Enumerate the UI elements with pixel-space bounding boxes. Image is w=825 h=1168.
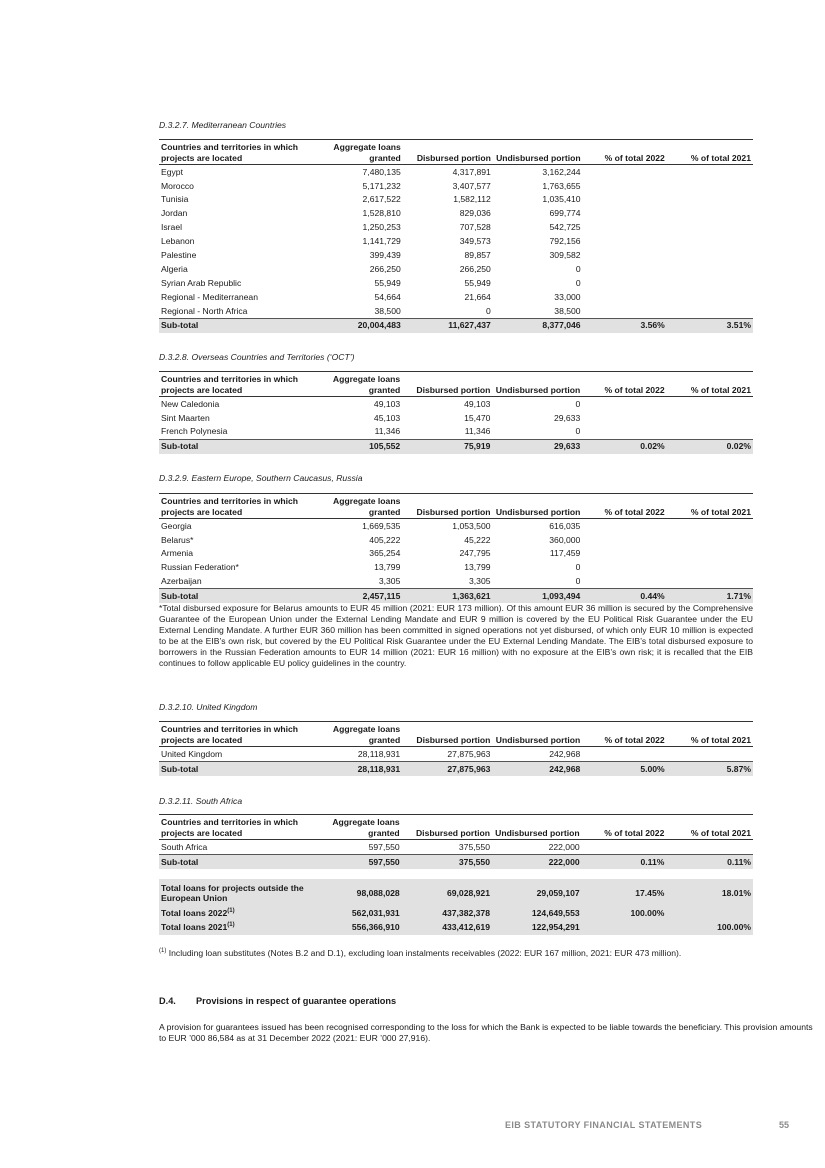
pct-2022-cell bbox=[582, 547, 666, 561]
country-cell: United Kingdom bbox=[161, 748, 223, 759]
undisbursed-cell: 792,156 bbox=[549, 236, 581, 247]
pct-2021-cell: 0.11% bbox=[666, 854, 753, 868]
table-row bbox=[159, 425, 753, 439]
table-row bbox=[159, 304, 753, 318]
col-country: Countries and territories in which projects are located bbox=[161, 496, 299, 517]
pct-2021-cell bbox=[667, 221, 753, 235]
pct-2022-cell bbox=[583, 248, 667, 262]
pct-2022-cell bbox=[583, 179, 667, 193]
pct-2021-cell bbox=[667, 575, 753, 589]
pct-2021-cell bbox=[667, 276, 753, 290]
pct-2021-cell bbox=[667, 747, 753, 762]
pct-2022-cell bbox=[582, 425, 666, 439]
country-cell: Sub-total bbox=[159, 439, 308, 453]
country-cell: Russian Federation* bbox=[161, 562, 239, 573]
d4-paragraph: A provision for guarantees issued has been recognised corresponding to the loss for which the Bank is expected to be liable towards the beneficiary. This provision amounts to EUR ’000 86,584 as at 31 December 2022 (2021: EUR ’000 27,916). bbox=[159, 1022, 813, 1043]
aggregate-cell: 28,118,931 bbox=[357, 748, 401, 759]
undisbursed-cell: 699,774 bbox=[549, 208, 581, 219]
footnote-loan-substitutes bbox=[159, 948, 753, 959]
undisbursed-cell: 3,162,244 bbox=[542, 166, 581, 177]
disbursed-cell: 4,317,891 bbox=[452, 166, 491, 177]
table-row bbox=[159, 547, 753, 561]
table-row bbox=[159, 575, 753, 589]
pct-2021-cell bbox=[667, 304, 753, 318]
country-cell: Azerbaijan bbox=[161, 576, 202, 587]
undisbursed-cell: 0 bbox=[575, 576, 581, 587]
table-row bbox=[159, 165, 753, 179]
section-title-eastern-europe: D.3.2.9. Eastern Europe, Southern Caucasus, Russia bbox=[159, 473, 363, 483]
heading-number: D.4. bbox=[159, 996, 176, 1006]
pct-2021-cell bbox=[667, 248, 753, 262]
total-row bbox=[159, 921, 753, 935]
table-body bbox=[159, 840, 753, 935]
col-aggregate: Aggregate loans granted bbox=[333, 496, 401, 517]
col-aggregate: Aggregate loans granted bbox=[332, 724, 401, 745]
pct-2021-cell bbox=[667, 533, 753, 547]
table-row bbox=[159, 276, 753, 290]
pct-2022-cell: 3.56% bbox=[583, 318, 667, 332]
pct-2021-cell bbox=[667, 425, 753, 439]
col-pct-2022: % of total 2022 bbox=[604, 384, 665, 395]
disbursed-cell: 27,875,963 bbox=[447, 748, 491, 759]
pct-2021-cell bbox=[667, 234, 753, 248]
table-row bbox=[159, 533, 753, 547]
country-cell: French Polynesia bbox=[161, 426, 228, 437]
pct-2022-cell bbox=[583, 290, 667, 304]
aggregate-cell: 13,799 bbox=[374, 562, 401, 573]
aggregate-cell: 1,250,253 bbox=[362, 222, 401, 233]
undisbursed-cell: 1,763,655 bbox=[542, 180, 581, 191]
disbursed-cell: 437,382,378 bbox=[402, 907, 492, 921]
col-disbursed: Disbursed portion bbox=[416, 152, 491, 163]
col-pct-2022: % of total 2022 bbox=[604, 152, 665, 163]
pct-2022-cell bbox=[583, 207, 667, 221]
table-row bbox=[159, 290, 753, 304]
col-aggregate: Aggregate loans granted bbox=[332, 817, 400, 838]
table-south-africa bbox=[159, 814, 753, 935]
section-title-south-africa: D.3.2.11. South Africa bbox=[159, 796, 243, 806]
disbursed-cell: 707,528 bbox=[459, 222, 491, 233]
aggregate-cell: 597,550 bbox=[368, 841, 400, 852]
disbursed-cell: 69,028,921 bbox=[402, 879, 492, 907]
undisbursed-cell: 222,000 bbox=[492, 854, 582, 868]
undisbursed-cell: 38,500 bbox=[554, 305, 581, 316]
disbursed-cell: 45,222 bbox=[464, 534, 491, 545]
country-cell: Sub-total bbox=[159, 761, 308, 775]
undisbursed-cell: 0 bbox=[575, 426, 581, 437]
disbursed-cell: 3,407,577 bbox=[452, 180, 491, 191]
country-cell: Algeria bbox=[161, 263, 188, 274]
country-cell: Sub-total bbox=[159, 854, 308, 868]
col-disbursed: Disbursed portion bbox=[416, 384, 491, 395]
pct-2022-cell bbox=[583, 221, 667, 235]
country-cell: New Caledonia bbox=[161, 398, 220, 409]
aggregate-cell: 405,222 bbox=[369, 534, 401, 545]
country-cell: Palestine bbox=[161, 250, 197, 261]
col-undisbursed: Undisbursed portion bbox=[495, 384, 581, 395]
total-row bbox=[159, 907, 753, 921]
disbursed-cell: 89,857 bbox=[464, 250, 491, 261]
country-cell: Regional - North Africa bbox=[161, 305, 248, 316]
col-country: Countries and territories in which projects are located bbox=[161, 817, 299, 838]
table-body bbox=[159, 397, 753, 454]
table-row bbox=[159, 193, 753, 207]
country-cell: Egypt bbox=[161, 166, 183, 177]
pct-2022-cell bbox=[583, 234, 667, 248]
undisbursed-cell: 309,582 bbox=[549, 250, 581, 261]
table-row bbox=[159, 248, 753, 262]
footnote-marker: (1) bbox=[159, 948, 167, 954]
aggregate-cell: 2,457,115 bbox=[308, 589, 402, 603]
country-cell: Lebanon bbox=[161, 236, 195, 247]
undisbursed-cell: 29,633 bbox=[553, 412, 581, 423]
table-row bbox=[159, 234, 753, 248]
section-title-oct: D.3.2.8. Overseas Countries and Territories (‘OCT’) bbox=[159, 352, 355, 362]
country-cell: Total loans 2022$^{(1)}$ bbox=[159, 907, 308, 921]
col-pct-2021: % of total 2021 bbox=[690, 827, 751, 838]
disbursed-cell: 0 bbox=[486, 305, 491, 316]
undisbursed-cell: 616,035 bbox=[549, 520, 581, 531]
aggregate-cell: 98,088,028 bbox=[308, 879, 402, 907]
col-aggregate: Aggregate loans granted bbox=[332, 374, 401, 395]
table-row bbox=[159, 262, 753, 276]
pct-2021-cell bbox=[667, 561, 753, 575]
subtotal-row bbox=[159, 439, 753, 453]
subtotal-row bbox=[159, 318, 753, 332]
table-row bbox=[159, 179, 753, 193]
col-disbursed: Disbursed portion bbox=[416, 506, 491, 517]
undisbursed-cell: 360,000 bbox=[549, 534, 581, 545]
disbursed-cell: 433,412,619 bbox=[402, 921, 492, 935]
aggregate-cell: 105,552 bbox=[308, 439, 402, 453]
subtotal-row bbox=[159, 761, 753, 775]
pct-2021-cell bbox=[667, 519, 753, 533]
aggregate-cell: 55,949 bbox=[374, 277, 401, 288]
undisbursed-cell: 29,059,107 bbox=[492, 879, 582, 907]
pct-2022-cell bbox=[583, 276, 667, 290]
pct-2021-cell bbox=[667, 411, 753, 425]
disbursed-cell: 247,795 bbox=[459, 548, 491, 559]
col-pct-2021: % of total 2021 bbox=[690, 734, 751, 745]
aggregate-cell: 1,141,729 bbox=[362, 236, 401, 247]
col-undisbursed: Undisbursed portion bbox=[495, 734, 581, 745]
table-eastern-europe bbox=[159, 493, 753, 603]
pct-2022-cell bbox=[582, 533, 666, 547]
col-country: Countries and territories in which projects are located bbox=[161, 142, 299, 163]
country-cell: Israel bbox=[161, 222, 183, 233]
country-cell: Sint Maarten bbox=[161, 412, 210, 423]
undisbursed-cell: 0 bbox=[575, 398, 581, 409]
country-cell: South Africa bbox=[161, 841, 208, 852]
col-pct-2022: % of total 2022 bbox=[604, 734, 665, 745]
pct-2022-cell bbox=[583, 193, 667, 207]
heading-title: Provisions in respect of guarantee operations bbox=[196, 996, 397, 1006]
table-row bbox=[159, 397, 753, 411]
aggregate-cell: 11,346 bbox=[374, 426, 401, 437]
table-row bbox=[159, 221, 753, 235]
pct-2022-cell bbox=[582, 519, 666, 533]
pct-2022-cell: 5.00% bbox=[582, 761, 666, 775]
pct-2021-cell: 0.02% bbox=[667, 439, 753, 453]
undisbursed-cell: 242,968 bbox=[492, 761, 582, 775]
pct-2021-cell: 5.87% bbox=[667, 761, 753, 775]
country-cell: Total loans for projects outside the European Union bbox=[159, 879, 308, 907]
pct-2021-cell: 18.01% bbox=[666, 879, 753, 907]
disbursed-cell: 1,053,500 bbox=[452, 520, 491, 531]
undisbursed-cell: 222,000 bbox=[548, 841, 580, 852]
belarus-russia-note: *Total disbursed exposure for Belarus amounts to EUR 45 million (2021: EUR 173 million). Of this amount EUR 36 million is secured by the Comprehensive Guarantee of the European Union under the External Lending Mandate and EUR 9 million is covered by the EU Political Risk Guarantee under the EU External Lending Mandate. A further EUR 360 million has been committed in signed operations not yet disbursed, of which only EUR 10 million is expected to be at the EIB’s own risk, but covered by the EU Political Risk Guarantee under the EU External Lending Mandate. The EIB’s total disbursed exposure to borrowers in the Russian Federation amounts to EUR 14 million (2021: EUR 16 million) with no exposure at the EIB’s own risk; it is recalled that the EIB continues to follow applicable EU policy guidelines in the country. bbox=[159, 603, 753, 668]
heading-d4 bbox=[159, 996, 396, 1006]
aggregate-cell: 28,118,931 bbox=[308, 761, 402, 775]
undisbursed-cell: 122,954,291 bbox=[492, 921, 582, 935]
country-cell: Tunisia bbox=[161, 194, 189, 205]
pct-2021-cell: 3.51% bbox=[667, 318, 753, 332]
disbursed-cell: 375,550 bbox=[402, 854, 492, 868]
aggregate-cell: 7,480,135 bbox=[362, 166, 401, 177]
page-number: 55 bbox=[779, 1120, 790, 1130]
footnote-marker: (1) bbox=[227, 908, 235, 915]
pct-2022-cell bbox=[582, 747, 666, 762]
pct-2021-cell bbox=[667, 290, 753, 304]
col-disbursed: Disbursed portion bbox=[415, 827, 490, 838]
table-mediterranean bbox=[159, 139, 753, 333]
aggregate-cell: 45,103 bbox=[373, 412, 401, 423]
table-body bbox=[159, 165, 753, 333]
footer-title: EIB STATUTORY FINANCIAL STATEMENTS bbox=[505, 1120, 703, 1130]
spacer-row bbox=[159, 869, 753, 879]
country-cell: Total loans 2021$^{(1)}$ bbox=[159, 921, 308, 935]
pct-2021-cell bbox=[667, 547, 753, 561]
pct-2021-cell bbox=[667, 165, 753, 179]
col-pct-2021: % of total 2021 bbox=[690, 384, 751, 395]
disbursed-cell: 55,949 bbox=[464, 277, 491, 288]
total-row bbox=[159, 879, 753, 907]
table-row bbox=[159, 747, 753, 762]
aggregate-cell: 597,550 bbox=[308, 854, 402, 868]
disbursed-cell: 375,550 bbox=[458, 841, 490, 852]
country-cell: Syrian Arab Republic bbox=[161, 277, 242, 288]
aggregate-cell: 49,103 bbox=[373, 398, 401, 409]
pct-2022-cell bbox=[582, 840, 667, 855]
disbursed-cell: 1,582,112 bbox=[453, 194, 491, 205]
aggregate-cell: 365,254 bbox=[369, 548, 401, 559]
col-aggregate: Aggregate loans granted bbox=[333, 142, 401, 163]
undisbursed-cell: 0 bbox=[575, 263, 581, 274]
table-body bbox=[159, 519, 753, 604]
disbursed-cell: 349,573 bbox=[459, 236, 491, 247]
disbursed-cell: 75,919 bbox=[402, 439, 492, 453]
aggregate-cell: 399,439 bbox=[369, 250, 401, 261]
pct-2022-cell: 100.00% bbox=[582, 907, 667, 921]
col-country: Countries and territories in which projects are located bbox=[161, 724, 299, 745]
country-cell: Armenia bbox=[161, 548, 193, 559]
disbursed-cell: 1,363,621 bbox=[402, 589, 492, 603]
aggregate-cell: 556,366,910 bbox=[308, 921, 402, 935]
pct-2022-cell: 0.44% bbox=[582, 589, 666, 603]
disbursed-cell: 3,305 bbox=[469, 576, 491, 587]
country-cell: Sub-total bbox=[159, 589, 308, 603]
undisbursed-cell: 242,968 bbox=[549, 748, 581, 759]
aggregate-cell: 2,617,522 bbox=[362, 194, 401, 205]
pct-2022-cell bbox=[583, 304, 667, 318]
footnote-marker: (1) bbox=[227, 922, 235, 929]
table-row bbox=[159, 411, 753, 425]
disbursed-cell: 49,103 bbox=[464, 398, 491, 409]
disbursed-cell: 266,250 bbox=[459, 263, 491, 274]
subtotal-row bbox=[159, 854, 753, 868]
table-oct bbox=[159, 371, 753, 454]
aggregate-cell: 1,528,810 bbox=[362, 208, 401, 219]
pct-2022-cell bbox=[582, 397, 666, 411]
pct-2021-cell bbox=[666, 907, 753, 921]
col-disbursed: Disbursed portion bbox=[416, 734, 491, 745]
undisbursed-cell: 1,093,494 bbox=[493, 589, 583, 603]
country-cell: Regional - Mediterranean bbox=[161, 291, 258, 302]
pct-2021-cell: 100.00% bbox=[666, 921, 753, 935]
pct-2021-cell bbox=[667, 179, 753, 193]
aggregate-cell: 1,669,535 bbox=[362, 520, 401, 531]
aggregate-cell: 20,004,483 bbox=[309, 318, 403, 332]
undisbursed-cell: 117,459 bbox=[549, 548, 581, 559]
undisbursed-cell: 33,000 bbox=[554, 291, 581, 302]
aggregate-cell: 266,250 bbox=[369, 263, 401, 274]
pct-2022-cell bbox=[582, 561, 666, 575]
disbursed-cell: 829,036 bbox=[459, 208, 491, 219]
pct-2021-cell bbox=[667, 207, 753, 221]
pct-2022-cell: 0.11% bbox=[582, 854, 667, 868]
footnote-text: Including loan substitutes (Notes B.2 and D.1), excluding loan instalments receivables (2022: EUR 167 million, 2021: EUR 473 million). bbox=[166, 948, 682, 958]
undisbursed-cell: 542,725 bbox=[549, 222, 581, 233]
country-cell: Belarus* bbox=[161, 534, 194, 545]
pct-2021-cell bbox=[667, 397, 753, 411]
table-united-kingdom bbox=[159, 721, 753, 776]
table-row bbox=[159, 519, 753, 533]
undisbursed-cell: 0 bbox=[575, 562, 581, 573]
undisbursed-cell: 0 bbox=[575, 277, 581, 288]
pct-2022-cell bbox=[583, 262, 667, 276]
col-pct-2021: % of total 2021 bbox=[690, 506, 751, 517]
col-country: Countries and territories in which projects are located bbox=[161, 374, 299, 395]
subtotal-row bbox=[159, 589, 753, 603]
pct-2022-cell bbox=[582, 921, 667, 935]
col-pct-2022: % of total 2022 bbox=[604, 506, 665, 517]
aggregate-cell: 5,171,232 bbox=[362, 180, 401, 191]
pct-2022-cell bbox=[582, 411, 666, 425]
pct-2021-cell: 1.71% bbox=[667, 589, 753, 603]
col-pct-2022: % of total 2022 bbox=[604, 827, 665, 838]
undisbursed-cell: 8,377,046 bbox=[493, 318, 583, 332]
col-undisbursed: Undisbursed portion bbox=[496, 152, 581, 163]
aggregate-cell: 54,664 bbox=[374, 291, 401, 302]
aggregate-cell: 38,500 bbox=[374, 305, 401, 316]
disbursed-cell: 13,799 bbox=[464, 562, 491, 573]
aggregate-cell: 3,305 bbox=[378, 576, 401, 587]
section-title-united-kingdom: D.3.2.10. United Kingdom bbox=[159, 702, 258, 712]
col-undisbursed: Undisbursed portion bbox=[495, 506, 581, 517]
pct-2021-cell bbox=[667, 193, 753, 207]
undisbursed-cell: 124,649,553 bbox=[492, 907, 582, 921]
pct-2021-cell bbox=[666, 840, 753, 855]
disbursed-cell: 11,627,437 bbox=[403, 318, 493, 332]
country-cell: Georgia bbox=[161, 520, 192, 531]
pct-2022-cell: 0.02% bbox=[582, 439, 666, 453]
undisbursed-cell: 29,633 bbox=[492, 439, 582, 453]
col-pct-2021: % of total 2021 bbox=[690, 152, 751, 163]
table-body bbox=[159, 747, 753, 776]
disbursed-cell: 27,875,963 bbox=[402, 761, 492, 775]
section-title-mediterranean: D.3.2.7. Mediterranean Countries bbox=[159, 120, 287, 130]
country-cell: Sub-total bbox=[159, 318, 309, 332]
table-row bbox=[159, 207, 753, 221]
aggregate-cell: 562,031,931 bbox=[308, 907, 402, 921]
pct-2022-cell bbox=[583, 165, 667, 179]
col-undisbursed: Undisbursed portion bbox=[495, 827, 580, 838]
pct-2021-cell bbox=[667, 262, 753, 276]
disbursed-cell: 21,664 bbox=[464, 291, 491, 302]
pct-2022-cell bbox=[582, 575, 666, 589]
disbursed-cell: 15,470 bbox=[464, 412, 491, 423]
disbursed-cell: 11,346 bbox=[464, 426, 491, 437]
undisbursed-cell: 1,035,410 bbox=[542, 194, 581, 205]
country-cell: Morocco bbox=[161, 180, 194, 191]
country-cell: Jordan bbox=[161, 208, 188, 219]
table-row bbox=[159, 840, 753, 855]
pct-2022-cell: 17.45% bbox=[582, 879, 667, 907]
table-row bbox=[159, 561, 753, 575]
